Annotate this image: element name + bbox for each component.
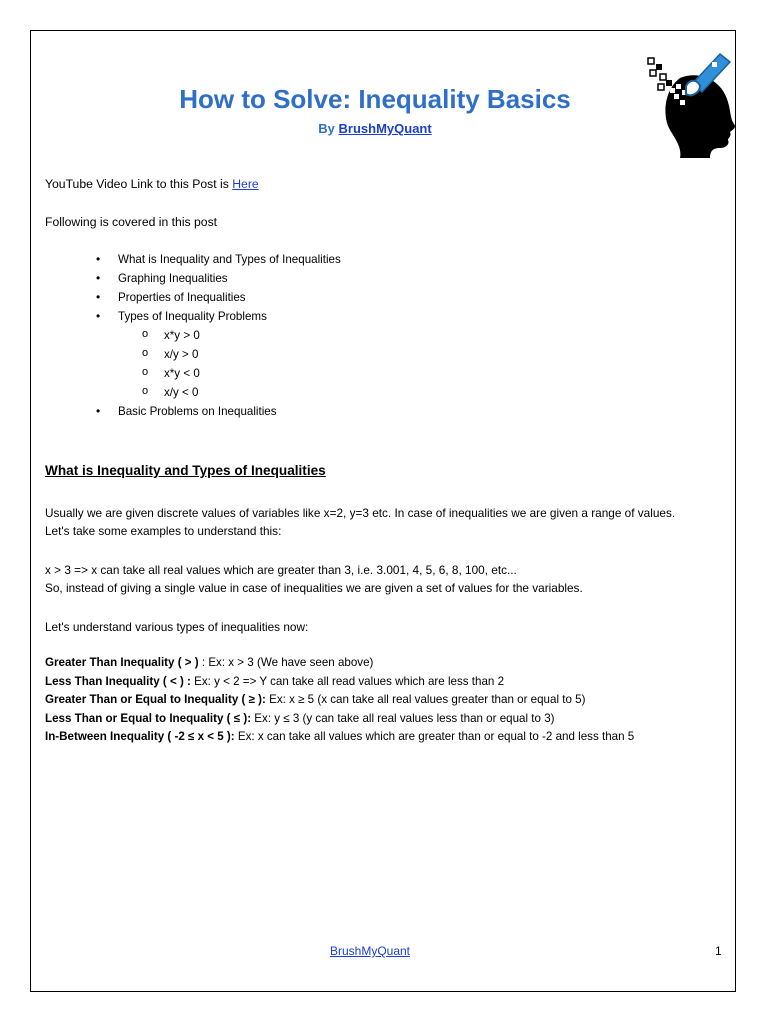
list-item: • Properties of Inequalities [96,288,341,307]
type-greater-than: Greater Than Inequality ( > ) : Ex: x > 3 (We have seen above) [45,656,374,669]
paragraph-line: Let's understand various types of inequalities now: [45,620,309,634]
paragraph-line: Let's take some examples to understand this: [45,524,282,538]
paragraph-line: Usually we are given discrete values of variables like x=2, y=3 etc. In case of inequalities we are given a range of values. [45,506,676,520]
page-title: How to Solve: Inequality Basics [179,84,571,114]
covered-intro: Following is covered in this post [45,215,218,229]
list-item: o x/y < 0 [96,383,341,402]
toc-list [96,250,341,421]
list-item: • What is Inequality and Types of Inequalities [96,250,341,269]
type-greater-equal: Greater Than or Equal to Inequality ( ≥ ): Ex: x ≥ 5 (x can take all real values greater than or equal to 5) [45,693,586,706]
footer-link[interactable]: BrushMyQuant [329,944,411,958]
list-item: • Basic Problems on Inequalities [96,402,341,421]
section-heading: What is Inequality and Types of Inequalities [45,463,326,478]
video-prefix: YouTube Video Link to this Post is [45,177,229,191]
footer [0,944,740,958]
byline [0,121,750,136]
paragraph-line: x > 3 => x can take all real values which are greater than 3, i.e. 3.001, 4, 5, 6, 8, 100, etc... [45,563,517,577]
list-item: o x*y < 0 [96,364,341,383]
byline-prefix: By [318,121,335,136]
list-item: o x*y > 0 [96,326,341,345]
type-less-equal: Less Than or Equal to Inequality ( ≤ ): Ex: y ≤ 3 (y can take all real values less than or equal to 3) [45,711,555,725]
paragraph-line: So, instead of giving a single value in case of inequalities we are given a set of values for the variables. [45,581,583,595]
video-link[interactable]: Here [232,177,259,191]
type-in-between: In-Between Inequality ( -2 ≤ x < 5 ): Ex: x can take all values which are greater than or equal to -2 and less than 5 [45,730,635,743]
video-line [45,175,259,193]
type-less-than: Less Than Inequality ( < ) : Ex: y < 2 => Y can take all read values which are less than 2 [45,674,505,688]
author-link[interactable]: BrushMyQuant [338,121,432,136]
list-item: o x/y > 0 [96,345,341,364]
inequality-types [45,654,634,747]
page-number: 1 [715,944,722,958]
list-item: • Types of Inequality Problems [96,307,341,326]
list-item: • Graphing Inequalities [96,269,341,288]
